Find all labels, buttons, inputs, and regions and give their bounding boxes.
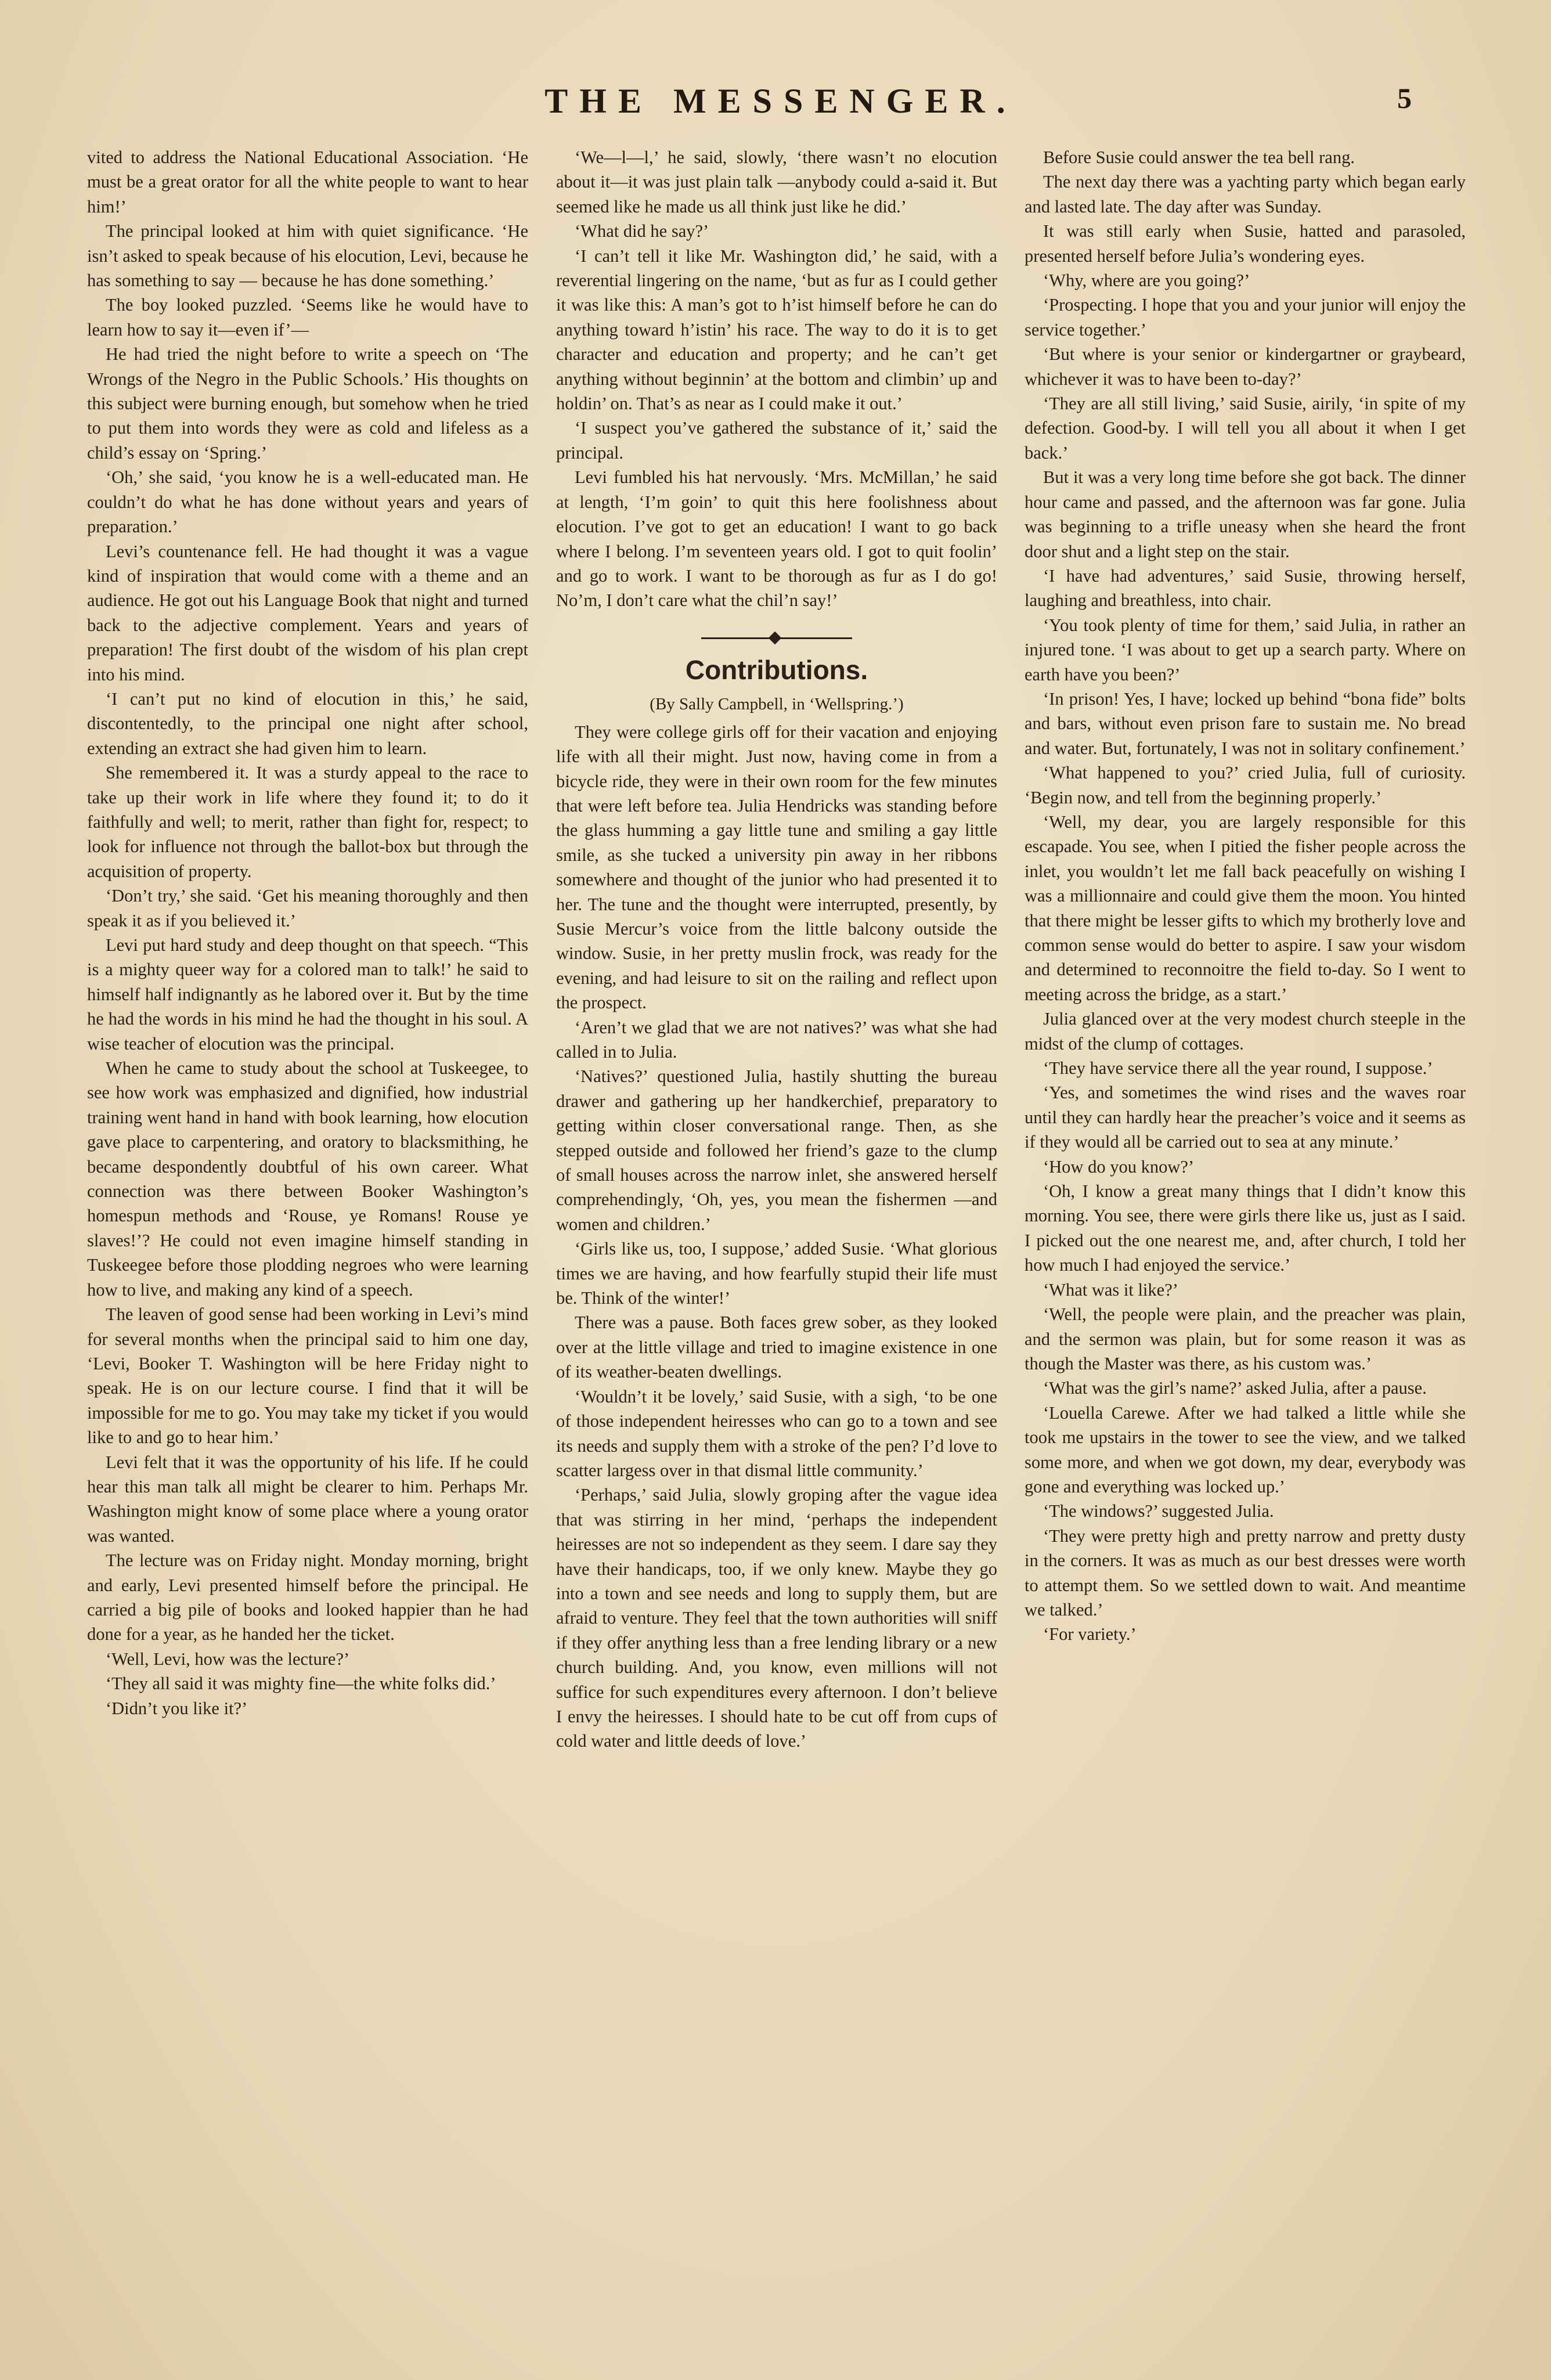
column-2-story-end [556, 145, 997, 613]
paragraph: It was still early when Susie, hatted and parasoled, presented herself before Julia’s wondering eyes. [1025, 221, 1466, 266]
paragraph: ‘For variety.’ [1043, 1624, 1137, 1645]
paragraph: ‘Louella Carewe. After we had talked a little while she took me upstairs in the tower to see the view, and we talked some more, and when we got down, my dear, everybody was gone and everything was locked up.’ [1025, 1402, 1466, 1496]
paragraph: ‘Girls like us, too, I suppose,’ added Susie. ‘What glorious times we are having, and how fearfully stupid their life must be. Think of the winter!’ [556, 1239, 997, 1308]
paragraph: ‘Well, the people were plain, and the preacher was plain, and the sermon was plain, but for some reason it was as though the Master was there, as his custom was.’ [1025, 1304, 1466, 1373]
paragraph: ‘Wouldn’t it be lovely,’ said Susie, with a sigh, ‘to be one of those independent heiresses who can go to a town and see its needs and supply them with a stroke of the pen? I’d love to scatter largess over in that dismal little community.’ [556, 1386, 997, 1480]
column-2 [556, 145, 997, 2305]
paragraph: ‘They were pretty high and pretty narrow and pretty dusty in the corners. It was as much as our best dresses were worth to attempt them. So we settled down to wait. And meantime we talked.’ [1025, 1526, 1466, 1620]
paragraph: ‘Well, my dear, you are largely responsible for this escapade. You see, when I pitied the fisher people across the inlet, you wouldn’t let me fall back peacefully on wishing I was a millionnaire and could give them the moon. You hinted that there might be lesser gifts to which my brotherly love and common sense would do better to aspire. I saw your wisdom and determined to reconnoitre the field to-day. So I went to meeting across the bridge, as a start.’ [1025, 812, 1466, 1004]
paragraph: ‘How do you know?’ [1043, 1156, 1195, 1177]
paragraph: He had tried the night before to write a speech on ‘The Wrongs of the Negro in the Public Schools.’ His thoughts on this subject were burning enough, but somehow when he tried to put them into words they were as cold and lifeless as a child’s essay on ‘Spring.’ [87, 344, 528, 463]
paragraph: ‘Natives?’ questioned Julia, hastily shutting the bureau drawer and gathering up her handkerchief, preparatory to getting within closer conversational range. Then, as she stepped outside and followed her friend’s gaze to the clump of small houses across the narrow inlet, she answered herself comprehendingly, ‘Oh, yes, you mean the fishermen —and women and children.’ [556, 1066, 997, 1234]
paragraph: ‘Perhaps,’ said Julia, slowly groping after the vague idea that was stirring in her mind, ‘perhaps the independent heiresses are not so independent as they seem. I dare say they have their handicaps, too, if we only knew. Maybe they go into a town and see needs and long to supply them, but are afraid to venture. They feel that the town authorities will sniff if they offer anything less than a free lending library or a new church building. And, you know, even millions will not suffice for such expenditures every afternoon. I don’t believe I envy the heiresses. I should hate to be cut off from cups of cold water and little deeds of love.’ [556, 1485, 997, 1751]
paragraph: ‘They all said it was mighty fine—the white folks did.’ [106, 1674, 496, 1694]
paragraph: ‘Oh,’ she said, ‘you know he is a well-educated man. He couldn’t do what he has done without years and years of preparation.’ [87, 467, 528, 537]
paragraph: ‘In prison! Yes, I have; locked up behind “bona fide” bolts and bars, without even prison fare to sustain me. No bread and water. But, fortunately, I was not in solitary confinement.’ [1025, 688, 1466, 758]
paragraph: ‘We—l—l,’ he said, slowly, ‘there wasn’t no elocution about it—it was just plain talk —anybody could a-said it. But seemed like he made us all think just like he did.’ [556, 147, 997, 217]
page-number: 5 [1397, 82, 1412, 114]
section-divider [701, 630, 852, 646]
column-1 [87, 145, 528, 2305]
paragraph: vited to address the National Educational Association. ‘He must be a great orator for all the white people to want to hear him!’ [87, 147, 528, 217]
paragraph: ‘The windows?’ suggested Julia. [1043, 1501, 1274, 1521]
paragraph: ‘What was the girl’s name?’ asked Julia, after a pause. [1043, 1378, 1427, 1398]
masthead [0, 81, 1551, 128]
paragraph: ‘Aren’t we glad that we are not natives?’ was what she had called in to Julia. [556, 1017, 997, 1062]
paragraph: The leaven of good sense had been working in Levi’s mind for several months when the principal said to him one day, ‘Levi, Booker T. Washington will be here Friday night to speak. He is on our lecture course. I find that it will be impossible for me to go. You may take my ticket if you would like to and go to hear him.’ [87, 1304, 528, 1448]
paragraph: ‘You took plenty of time for them,’ said Julia, in rather an injured tone. ‘I was about to get up a search party. Where on earth have you been?’ [1025, 615, 1466, 684]
paragraph: They were college girls off for their vacation and enjoying life with all their might. Just now, having come in from a bicycle ride, they were in their own room for the few minutes that were left before tea. Julia Hendricks was standing before the glass humming a gay little tune and smiling a gay little smile, as she tucked a university pin away in her ribbons somewhere and thought of the junior who had presented it to her. The tune and the thought were interrupted, presently, by Susie Mercur’s voice from the little balcony outside the window. Susie, in her pretty muslin frock, was ready for the evening, and had leisure to sit on the railing and reflect upon the prospect. [556, 722, 997, 1013]
paragraph: Before Susie could answer the tea bell rang. [1043, 147, 1355, 167]
newspaper-title: THE MESSENGER. [544, 82, 1017, 120]
paragraph: ‘What happened to you?’ cried Julia, full of curiosity. ‘Begin now, and tell from the beginning properly.’ [1025, 763, 1466, 807]
paragraph: She remembered it. It was a sturdy appeal to the race to take up their work in life where they found it; to do it faithfully and well; to merit, rather than fight for, respect; to look for influence not through the ballot-box but through the acquisition of property. [87, 763, 528, 881]
paragraph: ‘I can’t put no kind of elocution in this,’ he said, discontentedly, to the principal one night after school, extending an extract she had given him to learn. [87, 688, 528, 758]
paragraph: ‘Well, Levi, how was the lecture?’ [106, 1649, 350, 1669]
paragraph: Levi’s countenance fell. He had thought it was a vague kind of inspiration that would come with a theme and an audience. He got out his Language Book that night and turned back to the adjective complement. Years and years of preparation! The first doubt of the wisdom of his plan crept into his mind. [87, 541, 528, 684]
paragraph: But it was a very long time before she got back. The dinner hour came and passed, and the afternoon was far gone. Julia was beginning to a trifle uneasy when she heard the front door shut and a light step on the stair. [1025, 467, 1466, 561]
paragraph: ‘Yes, and sometimes the wind rises and the waves roar until they can hardly hear the preacher’s voice and it seems as if they would all be carried out to sea at any minute.’ [1025, 1083, 1466, 1152]
paragraph: The next day there was a yachting party which began early and lasted late. The day after was Sunday. [1025, 172, 1466, 217]
paragraph: ‘What did he say?’ [575, 221, 709, 241]
paragraph: ‘But where is your senior or kindergartner or graybeard, whichever it was to have been to-day?’ [1025, 344, 1466, 389]
paragraph: ‘I can’t tell it like Mr. Washington did,’ he said, with a reverential lingering on the name, ‘but as fur as I could gether it was like this: A man’s got to h’ist himself before he can do anything toward h’istin’ his race. The way to do it is to get character and education and property; and he can’t get anything without beginnin’ at the bottom and climbin’ up and holdin’ on. That’s as near as I could make it out.’ [556, 246, 997, 414]
paragraph: Julia glanced over at the very modest church steeple in the midst of the clump of cottages. [1025, 1009, 1466, 1054]
paragraph: ‘They have service there all the year round, I suppose.’ [1043, 1058, 1433, 1079]
paragraph: The principal looked at him with quiet significance. ‘He isn’t asked to speak because of his elocution, Levi, because he has something to say — because he has done something.’ [87, 221, 528, 291]
paragraph: ‘Didn’t you like it?’ [106, 1698, 248, 1718]
column-2-story-start [556, 720, 997, 1754]
paragraph: Levi put hard study and deep thought on that speech. “This is a mighty queer way for a colored man to talk!’ he said to himself half indignantly as he labored over it. But by the time he had the words in his mind he had the thought in his soul. A wise teacher of elocution was the principal. [87, 935, 528, 1054]
paragraph: Levi felt that it was the opportunity of his life. If he could hear this man talk all might be clearer to him. Perhaps Mr. Washington might know of some place where a young orator was wanted. [87, 1452, 528, 1546]
paragraph: ‘What was it like?’ [1043, 1279, 1178, 1300]
paragraph: The lecture was on Friday night. Monday morning, bright and early, Levi presented himself before the principal. He carried a big pile of books and looked happier than he had done for a year, as he handed her the ticket. [87, 1550, 528, 1645]
paragraph: ‘I suspect you’ve gathered the substance of it,’ said the principal. [556, 418, 997, 463]
paragraph: ‘Don’t try,’ she said. ‘Get his meaning thoroughly and then speak it as if you believed it.’ [87, 886, 528, 931]
paragraph: Levi fumbled his hat nervously. ‘Mrs. McMillan,’ he said at length, ‘I’m goin’ to quit this here foolishness about elocution. I’ve got to get an education! I want to go back where I belong. I’m seventeen years old. I got to quit foolin’ and go to work. I want to be thorough as fur as I do go! No’m, I don’t care what the chil’n say!’ [556, 467, 997, 611]
byline: (By Sally Campbell, in ‘Wellspring.’) [650, 694, 904, 713]
paragraph: There was a pause. Both faces grew sober, as they looked over at the little village and tried to imagine existence in one of its weather-beaten dwellings. [556, 1312, 997, 1382]
paragraph: ‘Prospecting. I hope that you and your junior will enjoy the service together.’ [1025, 295, 1466, 340]
column-3 [1025, 145, 1466, 2305]
section-title: Contributions. [685, 654, 868, 685]
paragraph: ‘I have had adventures,’ said Susie, throwing herself, laughing and breathless, into chair. [1025, 565, 1466, 611]
paragraph: ‘They are all still living,’ said Susie, airily, ‘in spite of my defection. Good-by. I will tell you all about it when I get back.’ [1025, 394, 1466, 463]
paragraph: ‘Why, where are you going?’ [1043, 271, 1250, 291]
divider-diamond-icon [769, 631, 782, 644]
paragraph: ‘Oh, I know a great many things that I didn’t know this morning. You see, there were girls there like us, just as I said. I picked out the one nearest me, and, after church, I told her how much I had enjoyed the service.’ [1025, 1181, 1466, 1275]
paragraph: The boy looked puzzled. ‘Seems like he would have to learn how to say it—even if’— [87, 295, 528, 340]
paragraph: When he came to study about the school at Tuskeegee, to see how work was emphasized and dignified, how industrial training went hand in hand with book learning, how elocution gave place to carpentering, and oratory to blacksmithing, he became despondently doubtful of his own career. What connection was there between Booker Washington’s homespun methods and ‘Rouse, ye Romans! Rouse ye slaves!’? He could not even imagine himself standing in Tuskeegee before those plodding negroes who were learning how to live, and making any kind of a speech. [87, 1058, 528, 1300]
